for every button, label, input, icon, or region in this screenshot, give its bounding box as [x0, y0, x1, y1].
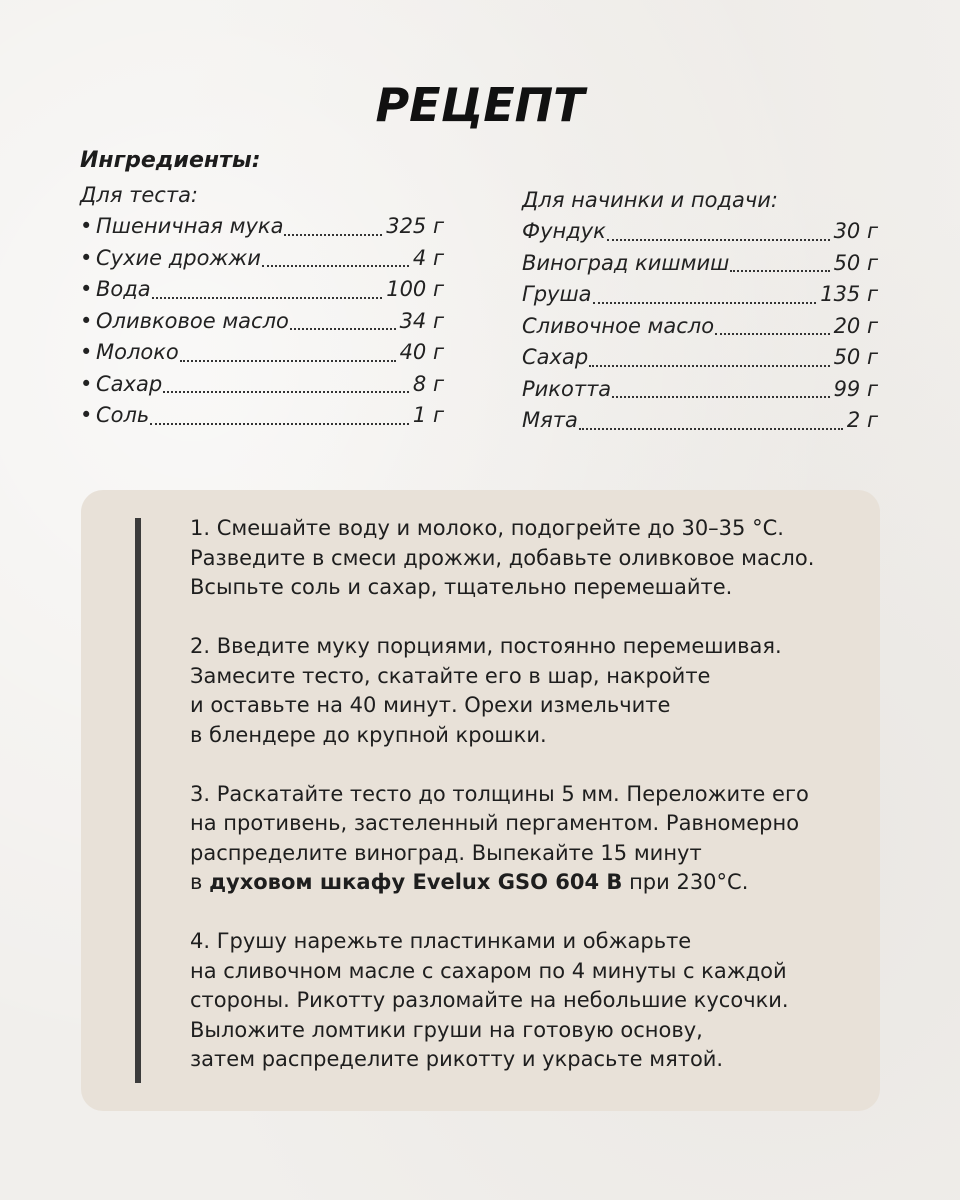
dot-leader	[593, 302, 817, 304]
ingredient-name: Сливочное масло	[522, 313, 715, 338]
step-line: 3. Раскатайте тесто до толщины 5 мм. Переложите его	[190, 781, 809, 806]
page-title: РЕЦЕПТ	[375, 78, 585, 132]
ingredient-name: Сахар	[96, 371, 163, 396]
ingredient-qty: 1 г	[412, 403, 444, 427]
ingredient-name: Сухие дрожжи	[96, 245, 261, 270]
ingredient-qty: 325 г	[386, 214, 444, 238]
ingredient-row	[522, 248, 878, 280]
filling-list	[522, 216, 878, 437]
dot-leader	[284, 234, 382, 236]
steps-accent-bar	[135, 518, 141, 1083]
ingredient-qty: 20 г	[833, 313, 878, 338]
ingredient-row	[80, 337, 444, 369]
ingredient-row	[522, 311, 878, 343]
ingredient-name: Мята	[522, 408, 578, 432]
ingredient-name: Сахар	[522, 345, 589, 369]
dot-leader	[730, 270, 829, 272]
step-line: на сливочном масле с сахаром по 4 минуты с каждой	[190, 958, 787, 983]
bullet: •	[80, 245, 93, 270]
ingredient-name: Молоко	[96, 340, 179, 364]
ingredient-name: Оливковое масло	[96, 308, 289, 333]
step-line	[190, 868, 850, 898]
ingredient-name: Рикотта	[522, 376, 612, 401]
ingredient-row	[522, 342, 878, 374]
step-line: распределите виноград. Выпекайте 15 минут	[190, 840, 702, 865]
ingredient-qty: 99 г	[833, 376, 878, 401]
ingredient-row	[80, 211, 444, 243]
dot-leader	[290, 328, 396, 330]
step-line: в блендере до крупной крошки.	[190, 722, 547, 747]
steps-list	[190, 514, 850, 1104]
ingredient-row	[522, 374, 878, 406]
ingredient-qty: 2 г	[846, 408, 878, 432]
ingredient-qty: 8 г	[412, 371, 444, 396]
step-line: Всыпьте соль и сахар, тщательно перемешайте.	[190, 575, 733, 599]
oven-model: духовом шкафу Evelux GSO 604 B	[209, 870, 623, 894]
dot-leader	[715, 333, 829, 335]
ingredient-name: Виноград кишмиш	[522, 250, 730, 275]
ingredient-qty: 135 г	[820, 282, 878, 306]
ingredient-name: Груша	[522, 282, 592, 306]
dot-leader	[612, 396, 829, 398]
step-line: затем распределите рикотту и украсьте мятой.	[190, 1047, 724, 1071]
ingredient-name: Фундук	[522, 219, 606, 243]
ingredient-row	[80, 400, 444, 432]
dough-list	[80, 211, 444, 432]
ingredient-qty: 40 г	[399, 340, 444, 364]
step-line: 4. Грушу нарежьте пластинками и обжарьте	[190, 929, 692, 953]
ingredient-qty: 30 г	[833, 219, 878, 243]
ingredient-row	[80, 306, 444, 338]
step-1	[190, 514, 850, 603]
ingredient-name: Пшеничная мука	[96, 214, 284, 238]
ingredient-row	[80, 243, 444, 275]
dot-leader	[152, 297, 383, 299]
step-3	[190, 780, 850, 898]
dough-ingredients	[80, 180, 444, 432]
step-line: и оставьте на 40 минут. Орехи измельчите	[190, 693, 671, 717]
step-line: на противень, застеленный пергаментом. Равномерно	[190, 811, 800, 835]
step-4	[190, 927, 850, 1075]
bullet: •	[80, 308, 93, 333]
bullet: •	[80, 340, 93, 364]
dot-leader	[262, 265, 409, 267]
ingredient-qty: 100 г	[386, 277, 444, 301]
bullet: •	[80, 371, 93, 396]
filling-heading: Для начинки и подачи:	[522, 188, 778, 212]
step-text: в	[190, 870, 210, 894]
bullet: •	[80, 403, 93, 427]
ingredient-name: Вода	[96, 277, 151, 301]
step-line: стороны. Рикотту разломайте на небольшие кусочки.	[190, 988, 789, 1012]
ingredient-row	[80, 369, 444, 401]
dot-leader	[150, 423, 409, 425]
ingredient-qty: 50 г	[833, 250, 878, 275]
ingredients-heading: Ингредиенты:	[80, 148, 261, 173]
ingredient-qty: 4 г	[412, 245, 444, 270]
dot-leader	[163, 391, 409, 393]
dot-leader	[180, 360, 396, 362]
ingredient-qty: 50 г	[833, 345, 878, 369]
step-line: Разведите в смеси дрожжи, добавьте оливковое масло.	[190, 545, 815, 570]
step-2	[190, 632, 850, 750]
dot-leader	[579, 428, 843, 430]
ingredient-row	[522, 405, 878, 437]
ingredient-row	[522, 216, 878, 248]
filling-ingredients	[522, 185, 878, 437]
dot-leader	[607, 239, 830, 241]
step-text: при 230°С.	[622, 870, 749, 894]
dot-leader	[589, 365, 829, 367]
ingredient-name: Соль	[96, 403, 150, 427]
ingredient-row	[80, 274, 444, 306]
ingredient-qty: 34 г	[399, 308, 444, 333]
step-line: 1. Смешайте воду и молоко, подогрейте до 30–35 °С.	[190, 516, 784, 540]
step-line: Замесите тесто, скатайте его в шар, накройте	[190, 663, 711, 688]
bullet: •	[80, 277, 93, 301]
step-line: Выложите ломтики груши на готовую основу,	[190, 1017, 703, 1042]
ingredient-row	[522, 279, 878, 311]
dough-heading: Для теста:	[80, 183, 199, 207]
step-line: 2. Введите муку порциями, постоянно перемешивая.	[190, 634, 782, 658]
bullet: •	[80, 214, 93, 238]
